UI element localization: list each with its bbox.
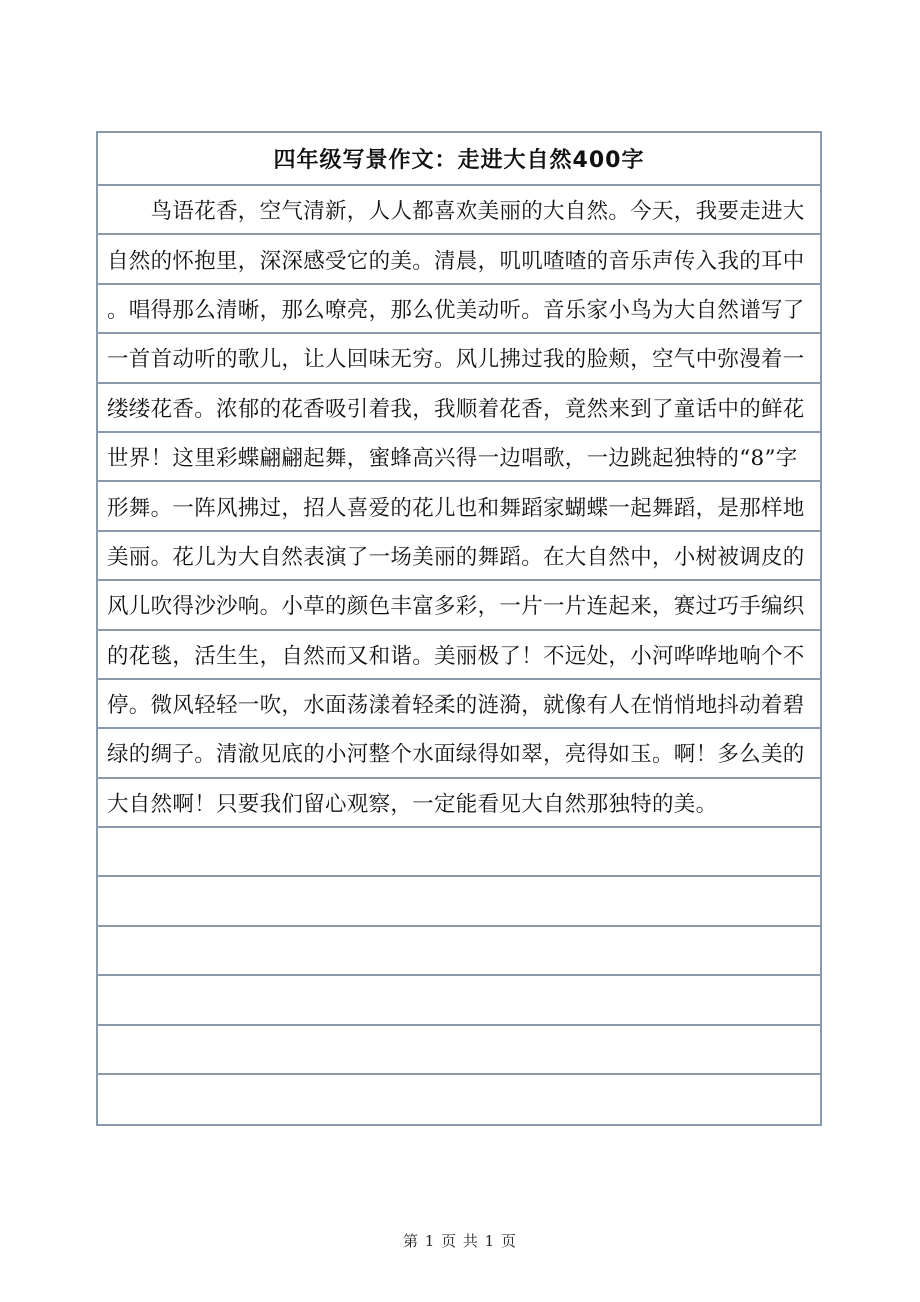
essay-body	[98, 186, 820, 1124]
empty-ruled-line	[98, 877, 820, 926]
empty-ruled-line	[98, 976, 820, 1025]
essay-line: 鸟语花香，空气清新，人人都喜欢美丽的大自然。今天，我要走进大	[98, 186, 820, 235]
essay-grid-sheet	[96, 131, 822, 1126]
page-footer: 第 1 页 共 1 页	[403, 1232, 517, 1250]
essay-line: 一首首动听的歌儿，让人回味无穷。风儿拂过我的脸颊，空气中弥漫着一	[98, 334, 820, 383]
essay-line: 世界！这里彩蝶翩翩起舞，蜜蜂高兴得一边唱歌，一边跳起独特的“8”字	[98, 433, 820, 482]
essay-line: 缕缕花香。浓郁的花香吸引着我，我顺着花香，竟然来到了童话中的鲜花	[98, 384, 820, 433]
essay-line: 的花毯，活生生，自然而又和谐。美丽极了！不远处，小河哗哗地响个不	[98, 631, 820, 680]
essay-title: 四年级写景作文：走进大自然400字	[98, 133, 820, 186]
empty-ruled-line	[98, 927, 820, 976]
essay-line: 自然的怀抱里，深深感受它的美。清晨，叽叽喳喳的音乐声传入我的耳中	[98, 235, 820, 284]
essay-line: 大自然啊！只要我们留心观察，一定能看见大自然那独特的美。	[98, 779, 820, 828]
essay-line: 形舞。一阵风拂过，招人喜爱的花儿也和舞蹈家蝴蝶一起舞蹈，是那样地	[98, 482, 820, 531]
essay-line: 停。微风轻轻一吹，水面荡漾着轻柔的涟漪，就像有人在悄悄地抖动着碧	[98, 680, 820, 729]
empty-ruled-line	[98, 1026, 820, 1075]
essay-line: 绿的绸子。清澈见底的小河整个水面绿得如翠，亮得如玉。啊！多么美的	[98, 729, 820, 778]
essay-line: 。唱得那么清晰，那么嘹亮，那么优美动听。音乐家小鸟为大自然谱写了	[98, 285, 820, 334]
essay-line: 美丽。花儿为大自然表演了一场美丽的舞蹈。在大自然中，小树被调皮的	[98, 532, 820, 581]
empty-ruled-line	[98, 1075, 820, 1124]
essay-line: 风儿吹得沙沙响。小草的颜色丰富多彩，一片一片连起来，赛过巧手编织	[98, 581, 820, 630]
empty-ruled-line	[98, 828, 820, 877]
